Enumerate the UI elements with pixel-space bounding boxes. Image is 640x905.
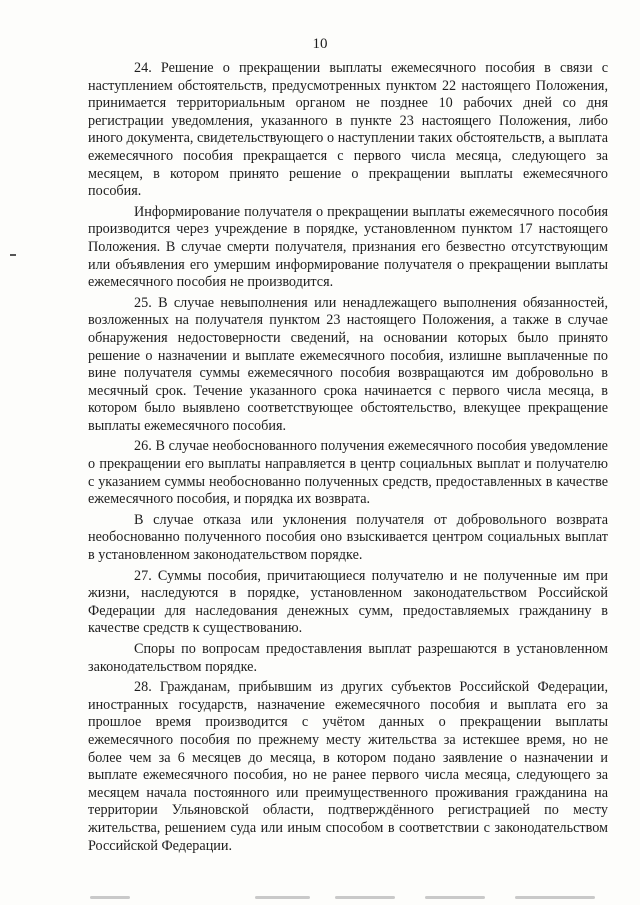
paragraph-26: 26. В случае необоснованного получения ежемесячного пособия уведомление о прекращении его выплаты направляется в центр социальных выплат и получателю с указанием суммы необоснованно полученных средств, предоставленных в качестве ежемесячного пособия, и порядка их возврата. [88, 438, 608, 508]
scan-smudge [335, 896, 395, 899]
page-number: 10 [312, 36, 328, 52]
scan-smudge [515, 896, 595, 899]
paragraph-28: 28. Гражданам, прибывшим из других субъектов Российской Федерации, иностранных государств, назначение ежемесячного пособия и выплата его за прошлое время производится с учётом данных о прекращении выплаты ежемесячного пособия по прежнему месту жительства за истекшее время, но не более чем за 6 месяцев до месяца, в котором подано заявление о назначении и выплате ежемесячного пособия, но не ранее первого числа месяца, следующего за месяцем начала постоянного или преимущественного проживания гражданина на территории Ульяновской области, подтверждённого регистрацией по месту жительства, решением суда или иным способом в соответствии с законодательством Российской Федерации. [88, 679, 608, 854]
scan-smudge [425, 896, 485, 899]
paragraph-24-informing: Информирование получателя о прекращении выплаты ежемесячного пособия производится через учреждение в порядке, установленном пунктом 17 настоящего Положения. В случае смерти получателя, признания его безвестно отсутствующим или объявления его умершим информирование получателя о прекращении выплаты ежемесячного пособия не производится. [88, 203, 608, 291]
scan-smudge [255, 896, 310, 899]
scan-mark [10, 254, 16, 256]
paragraph-25: 25. В случае невыполнения или ненадлежащего выполнения обязанностей, возложенных на получателя пунктом 23 настоящего Положения, а также в случае обнаружения недостоверности сведений, на основании которых было принято решение о назначении и выплате ежемесячного пособия, излишне выплаченные по вине получателя суммы ежемесячного пособия возвращаются им добровольно в месячный срок. Течение указанного срока начинается с первого числа месяца, в котором было выявлено соответствующее обстоятельство, влекущее прекращение выплаты ежемесячного пособия. [88, 294, 608, 434]
paragraph-24: 24. Решение о прекращении выплаты ежемесячного пособия в связи с наступлением обстоятельств, предусмотренных пунктом 22 настоящего Положения, принимается территориальным органом не позднее 10 рабочих дней со дня регистрации уведомления, указанного в пункте 23 настоящего Положения, либо иного документа, свидетельствующего о наступлении таких обстоятельств, а выплата ежемесячного пособия прекращается с первого числа месяца, следующего за месяцем, в котором принято решение о прекращении выплаты ежемесячного пособия. [88, 60, 608, 200]
paragraph-27: 27. Суммы пособия, причитающиеся получателю и не полученные им при жизни, наследуются в порядке, установленном законодательством Российской Федерации для наследования денежных сумм, предоставляемых гражданину в качестве средств к существованию. [88, 567, 608, 637]
paragraph-27-disputes: Споры по вопросам предоставления выплат разрешаются в установленном законодательством порядке. [88, 641, 608, 675]
paragraph-26-refusal: В случае отказа или уклонения получателя от добровольного возврата необоснованно полученного пособия оно взыскивается центром социальных выплат в установленном законодательством порядке. [88, 511, 608, 564]
scan-smudge [90, 896, 130, 899]
document-body [88, 60, 608, 858]
